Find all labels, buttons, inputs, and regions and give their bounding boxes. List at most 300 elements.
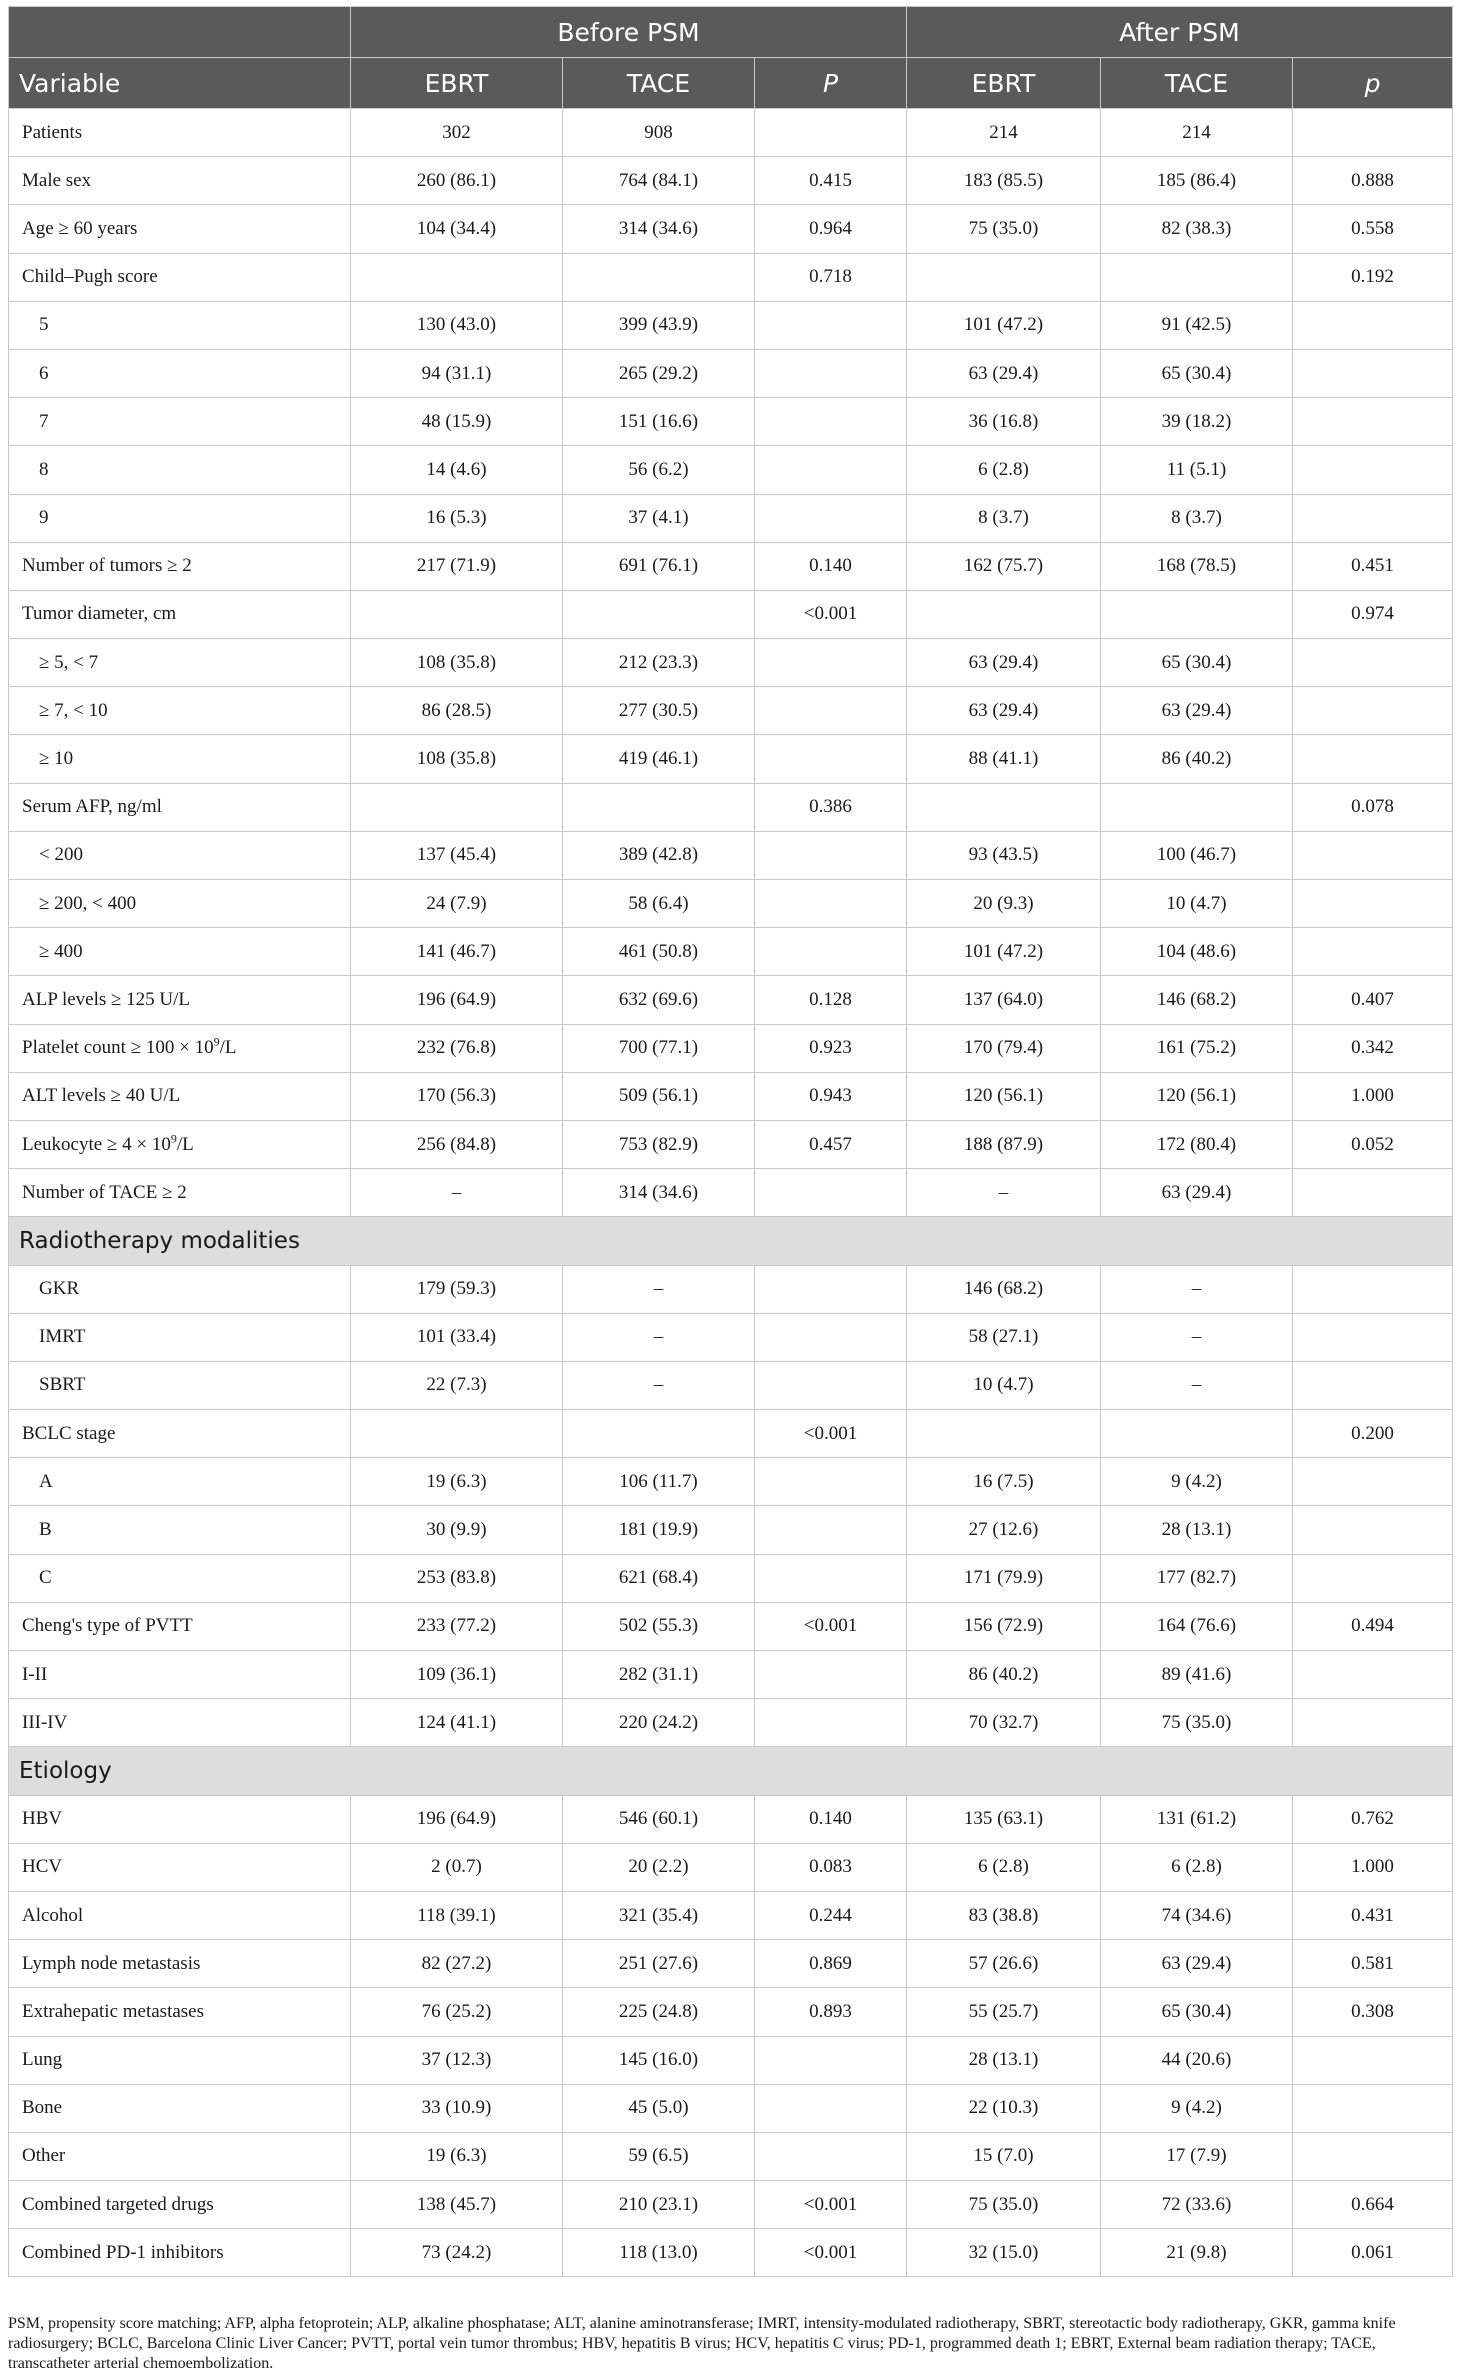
cell-ebrt-before: 302	[351, 109, 563, 157]
cell-ebrt-after: 16 (7.5)	[907, 1458, 1101, 1506]
cell-tace-after: 11 (5.1)	[1101, 446, 1293, 494]
table-row	[9, 928, 1453, 976]
cell-p-before	[755, 1651, 907, 1699]
cell-ebrt-after: 28 (13.1)	[907, 2036, 1101, 2084]
cell-p-before	[755, 349, 907, 397]
cell-ebrt-after: 10 (4.7)	[907, 1361, 1101, 1409]
cell-tace-after: 75 (35.0)	[1101, 1699, 1293, 1747]
cell-ebrt-after: 137 (64.0)	[907, 976, 1101, 1024]
cell-ebrt-before: 108 (35.8)	[351, 735, 563, 783]
cell-ebrt-after: 6 (2.8)	[907, 1843, 1101, 1891]
cell-tace-before: 753 (82.9)	[563, 1120, 755, 1168]
row-label: Bone	[9, 2084, 351, 2132]
section-heading: Etiology	[9, 1747, 1453, 1795]
cell-p-after	[1293, 735, 1453, 783]
cell-ebrt-after: 188 (87.9)	[907, 1120, 1101, 1168]
cell-p-before: <0.001	[755, 1410, 907, 1458]
row-label: Patients	[9, 109, 351, 157]
row-label: Cheng's type of PVTT	[9, 1602, 351, 1650]
cell-ebrt-after: 32 (15.0)	[907, 2229, 1101, 2277]
cell-ebrt-before: 33 (10.9)	[351, 2084, 563, 2132]
cell-p-before	[755, 1554, 907, 1602]
cell-tace-after: 65 (30.4)	[1101, 639, 1293, 687]
cell-p-after	[1293, 349, 1453, 397]
cell-ebrt-before: 24 (7.9)	[351, 880, 563, 928]
cell-ebrt-before: 138 (45.7)	[351, 2181, 563, 2229]
cell-ebrt-before: 48 (15.9)	[351, 398, 563, 446]
cell-p-before	[755, 1265, 907, 1313]
row-label: Serum AFP, ng/ml	[9, 783, 351, 831]
row-label: Number of tumors ≥ 2	[9, 542, 351, 590]
cell-p-after	[1293, 1651, 1453, 1699]
row-label	[9, 1120, 351, 1168]
cell-ebrt-after: 8 (3.7)	[907, 494, 1101, 542]
cell-p-after	[1293, 1458, 1453, 1506]
cell-ebrt-after: 83 (38.8)	[907, 1891, 1101, 1939]
cell-p-after: 0.407	[1293, 976, 1453, 1024]
cell-ebrt-after: 170 (79.4)	[907, 1024, 1101, 1072]
cell-tace-after: 65 (30.4)	[1101, 349, 1293, 397]
row-label: ALT levels ≥ 40 U/L	[9, 1072, 351, 1120]
cell-tace-after: 120 (56.1)	[1101, 1072, 1293, 1120]
cell-tace-after: –	[1101, 1265, 1293, 1313]
cell-p-after	[1293, 1169, 1453, 1217]
cell-tace-before	[563, 253, 755, 301]
row-label: 5	[9, 301, 351, 349]
table-row	[9, 1458, 1453, 1506]
table-row	[9, 639, 1453, 687]
cell-tace-after: 17 (7.9)	[1101, 2132, 1293, 2180]
cell-ebrt-before: 109 (36.1)	[351, 1651, 563, 1699]
cell-p-after	[1293, 687, 1453, 735]
table-row	[9, 2229, 1453, 2277]
cell-ebrt-after: 70 (32.7)	[907, 1699, 1101, 1747]
table-row	[9, 2084, 1453, 2132]
cell-tace-before	[563, 1410, 755, 1458]
cell-ebrt-after: 120 (56.1)	[907, 1072, 1101, 1120]
cell-p-after	[1293, 2084, 1453, 2132]
cell-tace-before: 58 (6.4)	[563, 880, 755, 928]
cell-tace-before: 461 (50.8)	[563, 928, 755, 976]
cell-p-before: <0.001	[755, 1602, 907, 1650]
cell-tace-after: 185 (86.4)	[1101, 157, 1293, 205]
cell-p-after	[1293, 2036, 1453, 2084]
row-label: ≥ 5, < 7	[9, 639, 351, 687]
table-row	[9, 1651, 1453, 1699]
cell-tace-before: 220 (24.2)	[563, 1699, 755, 1747]
row-label: HBV	[9, 1795, 351, 1843]
cell-p-after	[1293, 494, 1453, 542]
row-label: ≥ 7, < 10	[9, 687, 351, 735]
cell-tace-after: 89 (41.6)	[1101, 1651, 1293, 1699]
cell-ebrt-before: 260 (86.1)	[351, 157, 563, 205]
cell-ebrt-after: 135 (63.1)	[907, 1795, 1101, 1843]
cell-ebrt-after: 214	[907, 109, 1101, 157]
cell-tace-after: 146 (68.2)	[1101, 976, 1293, 1024]
cell-p-before: 0.128	[755, 976, 907, 1024]
column-header-p-before: P	[755, 58, 907, 109]
cell-tace-after: 164 (76.6)	[1101, 1602, 1293, 1650]
cell-p-after	[1293, 1265, 1453, 1313]
cell-tace-after: 9 (4.2)	[1101, 2084, 1293, 2132]
cell-p-after	[1293, 928, 1453, 976]
cell-tace-before: 106 (11.7)	[563, 1458, 755, 1506]
cell-p-before: <0.001	[755, 590, 907, 638]
cell-ebrt-after: 88 (41.1)	[907, 735, 1101, 783]
table-row	[9, 1506, 1453, 1554]
header-group-row	[9, 7, 1453, 58]
row-label: 8	[9, 446, 351, 494]
cell-p-before	[755, 831, 907, 879]
cell-tace-after	[1101, 590, 1293, 638]
row-label: IMRT	[9, 1313, 351, 1361]
cell-p-before: 0.893	[755, 1988, 907, 2036]
cell-p-before	[755, 1361, 907, 1409]
row-label-suffix: /L	[176, 1133, 194, 1155]
cell-ebrt-after: 162 (75.7)	[907, 542, 1101, 590]
cell-tace-before: 59 (6.5)	[563, 2132, 755, 2180]
cell-p-after: 0.061	[1293, 2229, 1453, 2277]
cell-p-after	[1293, 1554, 1453, 1602]
cell-tace-before: –	[563, 1361, 755, 1409]
cell-ebrt-after: 36 (16.8)	[907, 398, 1101, 446]
cell-ebrt-after: 15 (7.0)	[907, 2132, 1101, 2180]
row-label: BCLC stage	[9, 1410, 351, 1458]
cell-ebrt-after: 93 (43.5)	[907, 831, 1101, 879]
cell-tace-after: 9 (4.2)	[1101, 1458, 1293, 1506]
cell-p-before	[755, 494, 907, 542]
table-row	[9, 205, 1453, 253]
cell-p-before: 0.964	[755, 205, 907, 253]
cell-tace-after: 10 (4.7)	[1101, 880, 1293, 928]
table-row	[9, 831, 1453, 879]
cell-p-after	[1293, 639, 1453, 687]
cell-p-after: 0.431	[1293, 1891, 1453, 1939]
cell-p-after: 0.342	[1293, 1024, 1453, 1072]
cell-tace-before: 45 (5.0)	[563, 2084, 755, 2132]
cell-ebrt-before	[351, 1410, 563, 1458]
row-label: 9	[9, 494, 351, 542]
cell-p-after: 0.494	[1293, 1602, 1453, 1650]
cell-ebrt-before: 256 (84.8)	[351, 1120, 563, 1168]
cell-p-after: 0.052	[1293, 1120, 1453, 1168]
cell-tace-after: 177 (82.7)	[1101, 1554, 1293, 1602]
cell-p-before	[755, 398, 907, 446]
cell-tace-before: 700 (77.1)	[563, 1024, 755, 1072]
cell-p-after: 0.078	[1293, 783, 1453, 831]
header-before-psm: Before PSM	[351, 7, 907, 58]
cell-ebrt-after: 183 (85.5)	[907, 157, 1101, 205]
cell-ebrt-before: 130 (43.0)	[351, 301, 563, 349]
cell-tace-before: 691 (76.1)	[563, 542, 755, 590]
cell-tace-after: 65 (30.4)	[1101, 1988, 1293, 2036]
cell-p-before: <0.001	[755, 2181, 907, 2229]
cell-tace-before: 210 (23.1)	[563, 2181, 755, 2229]
cell-p-before: <0.001	[755, 2229, 907, 2277]
cell-ebrt-after: 58 (27.1)	[907, 1313, 1101, 1361]
cell-p-before	[755, 109, 907, 157]
cell-ebrt-after: 57 (26.6)	[907, 1940, 1101, 1988]
cell-tace-after: 63 (29.4)	[1101, 687, 1293, 735]
cell-tace-after: 214	[1101, 109, 1293, 157]
row-label: ≥ 10	[9, 735, 351, 783]
cell-tace-after: 44 (20.6)	[1101, 2036, 1293, 2084]
cell-tace-after: 172 (80.4)	[1101, 1120, 1293, 1168]
table-row	[9, 1265, 1453, 1313]
cell-ebrt-after: 6 (2.8)	[907, 446, 1101, 494]
cell-tace-after: 131 (61.2)	[1101, 1795, 1293, 1843]
cell-tace-after: 8 (3.7)	[1101, 494, 1293, 542]
cell-ebrt-before	[351, 590, 563, 638]
row-label: 7	[9, 398, 351, 446]
cell-ebrt-before: 94 (31.1)	[351, 349, 563, 397]
row-label: Extrahepatic metastases	[9, 1988, 351, 2036]
table-row	[9, 1072, 1453, 1120]
cell-tace-before: 314 (34.6)	[563, 205, 755, 253]
cell-tace-before	[563, 783, 755, 831]
cell-p-before: 0.140	[755, 1795, 907, 1843]
cell-ebrt-after: 55 (25.7)	[907, 1988, 1101, 2036]
cell-p-before: 0.244	[755, 1891, 907, 1939]
table-row	[9, 2181, 1453, 2229]
column-header-p-after: p	[1293, 58, 1453, 109]
cell-ebrt-before: –	[351, 1169, 563, 1217]
cell-tace-after: –	[1101, 1313, 1293, 1361]
cell-ebrt-after: 171 (79.9)	[907, 1554, 1101, 1602]
cell-tace-after: 39 (18.2)	[1101, 398, 1293, 446]
cell-tace-before: 419 (46.1)	[563, 735, 755, 783]
row-label: Alcohol	[9, 1891, 351, 1939]
cell-p-after	[1293, 446, 1453, 494]
cell-ebrt-before: 19 (6.3)	[351, 2132, 563, 2180]
cell-p-before: 0.943	[755, 1072, 907, 1120]
table-row	[9, 976, 1453, 1024]
row-label-superscript: 9	[170, 1131, 177, 1146]
cell-ebrt-before: 118 (39.1)	[351, 1891, 563, 1939]
column-header-variable: Variable	[9, 58, 351, 109]
cell-ebrt-before: 179 (59.3)	[351, 1265, 563, 1313]
row-label: Child–Pugh score	[9, 253, 351, 301]
cell-ebrt-after: 86 (40.2)	[907, 1651, 1101, 1699]
cell-ebrt-before: 104 (34.4)	[351, 205, 563, 253]
cell-p-after	[1293, 1313, 1453, 1361]
cell-ebrt-after: 156 (72.9)	[907, 1602, 1101, 1650]
cell-ebrt-before: 16 (5.3)	[351, 494, 563, 542]
table-row	[9, 1554, 1453, 1602]
cell-p-before	[755, 446, 907, 494]
cell-p-after: 0.308	[1293, 1988, 1453, 2036]
cell-tace-after: 82 (38.3)	[1101, 205, 1293, 253]
cell-tace-after: 104 (48.6)	[1101, 928, 1293, 976]
cell-p-before: 0.386	[755, 783, 907, 831]
cell-p-after	[1293, 398, 1453, 446]
cell-p-before: 0.083	[755, 1843, 907, 1891]
cell-tace-after	[1101, 783, 1293, 831]
row-label: Lung	[9, 2036, 351, 2084]
cell-ebrt-after	[907, 590, 1101, 638]
row-label-superscript: 9	[213, 1034, 220, 1049]
cell-p-after: 0.664	[1293, 2181, 1453, 2229]
cell-tace-after: 21 (9.8)	[1101, 2229, 1293, 2277]
column-header-tace-before: TACE	[563, 58, 755, 109]
cell-p-after	[1293, 109, 1453, 157]
table-row	[9, 109, 1453, 157]
cell-p-before	[755, 880, 907, 928]
cell-ebrt-after: 63 (29.4)	[907, 639, 1101, 687]
header-after-psm: After PSM	[907, 7, 1453, 58]
cell-ebrt-before: 232 (76.8)	[351, 1024, 563, 1072]
cell-p-after: 0.451	[1293, 542, 1453, 590]
table-row	[9, 1410, 1453, 1458]
cell-tace-after: 168 (78.5)	[1101, 542, 1293, 590]
cell-ebrt-after: 101 (47.2)	[907, 301, 1101, 349]
row-label: Combined PD-1 inhibitors	[9, 2229, 351, 2277]
row-label: 6	[9, 349, 351, 397]
cell-p-after: 1.000	[1293, 1072, 1453, 1120]
cell-ebrt-after	[907, 253, 1101, 301]
row-label: ≥ 200, < 400	[9, 880, 351, 928]
cell-tace-before: 277 (30.5)	[563, 687, 755, 735]
cell-p-before	[755, 2084, 907, 2132]
table-body	[9, 109, 1453, 2277]
cell-tace-before: 546 (60.1)	[563, 1795, 755, 1843]
table-row	[9, 1988, 1453, 2036]
table-row	[9, 1602, 1453, 1650]
cell-p-before: 0.140	[755, 542, 907, 590]
cell-tace-before: 145 (16.0)	[563, 2036, 755, 2084]
table-row	[9, 542, 1453, 590]
cell-tace-before: 181 (19.9)	[563, 1506, 755, 1554]
cell-ebrt-before: 101 (33.4)	[351, 1313, 563, 1361]
row-label: Male sex	[9, 157, 351, 205]
table-row	[9, 880, 1453, 928]
cell-p-after: 1.000	[1293, 1843, 1453, 1891]
row-label: < 200	[9, 831, 351, 879]
cell-ebrt-after: 20 (9.3)	[907, 880, 1101, 928]
table-row	[9, 1940, 1453, 1988]
cell-ebrt-before: 137 (45.4)	[351, 831, 563, 879]
cell-tace-before: 764 (84.1)	[563, 157, 755, 205]
cell-p-before	[755, 735, 907, 783]
cell-ebrt-after: –	[907, 1169, 1101, 1217]
table-row	[9, 157, 1453, 205]
cell-p-after	[1293, 1699, 1453, 1747]
cell-p-before	[755, 301, 907, 349]
cell-ebrt-before: 108 (35.8)	[351, 639, 563, 687]
cell-p-after: 0.192	[1293, 253, 1453, 301]
cell-p-after	[1293, 1361, 1453, 1409]
cell-p-before	[755, 1313, 907, 1361]
row-label-text: Platelet count ≥ 100 × 10	[22, 1037, 214, 1059]
column-header-ebrt-after: EBRT	[907, 58, 1101, 109]
cell-ebrt-before: 233 (77.2)	[351, 1602, 563, 1650]
cell-ebrt-before: 37 (12.3)	[351, 2036, 563, 2084]
cell-ebrt-before: 170 (56.3)	[351, 1072, 563, 1120]
cell-p-before	[755, 687, 907, 735]
table-row	[9, 590, 1453, 638]
row-label: HCV	[9, 1843, 351, 1891]
cell-p-before: 0.457	[755, 1120, 907, 1168]
cell-ebrt-before: 76 (25.2)	[351, 1988, 563, 2036]
header-column-row	[9, 58, 1453, 109]
cell-tace-before: 56 (6.2)	[563, 446, 755, 494]
row-label-text: Leukocyte ≥ 4 × 10	[22, 1133, 171, 1155]
cell-tace-before: 118 (13.0)	[563, 2229, 755, 2277]
cell-ebrt-before: 2 (0.7)	[351, 1843, 563, 1891]
section-row	[9, 1217, 1453, 1265]
row-label: Other	[9, 2132, 351, 2180]
table-row	[9, 1361, 1453, 1409]
header-empty-cell	[9, 7, 351, 58]
cell-ebrt-before: 82 (27.2)	[351, 1940, 563, 1988]
cell-tace-before: 265 (29.2)	[563, 349, 755, 397]
cell-ebrt-before	[351, 253, 563, 301]
cell-tace-before: 502 (55.3)	[563, 1602, 755, 1650]
table-row	[9, 253, 1453, 301]
cell-tace-before: 509 (56.1)	[563, 1072, 755, 1120]
cell-ebrt-before: 124 (41.1)	[351, 1699, 563, 1747]
row-label	[9, 1024, 351, 1072]
cell-tace-before: 314 (34.6)	[563, 1169, 755, 1217]
cell-ebrt-after: 75 (35.0)	[907, 2181, 1101, 2229]
cell-tace-before: 37 (4.1)	[563, 494, 755, 542]
cell-ebrt-after: 146 (68.2)	[907, 1265, 1101, 1313]
cell-ebrt-after: 75 (35.0)	[907, 205, 1101, 253]
cell-p-after: 0.200	[1293, 1410, 1453, 1458]
table-row	[9, 1313, 1453, 1361]
cell-p-before: 0.923	[755, 1024, 907, 1072]
cell-p-before	[755, 1699, 907, 1747]
table-row	[9, 1795, 1453, 1843]
table-row	[9, 1843, 1453, 1891]
cell-ebrt-before: 86 (28.5)	[351, 687, 563, 735]
cell-tace-after: 63 (29.4)	[1101, 1940, 1293, 1988]
cell-tace-after: 6 (2.8)	[1101, 1843, 1293, 1891]
row-label: Tumor diameter, cm	[9, 590, 351, 638]
section-heading: Radiotherapy modalities	[9, 1217, 1453, 1265]
cell-ebrt-before: 22 (7.3)	[351, 1361, 563, 1409]
cell-tace-before: 621 (68.4)	[563, 1554, 755, 1602]
row-label: ALP levels ≥ 125 U/L	[9, 976, 351, 1024]
cell-p-after	[1293, 301, 1453, 349]
cell-tace-before: 251 (27.6)	[563, 1940, 755, 1988]
cell-tace-before: 389 (42.8)	[563, 831, 755, 879]
cell-ebrt-before: 253 (83.8)	[351, 1554, 563, 1602]
cell-ebrt-after: 63 (29.4)	[907, 687, 1101, 735]
cell-ebrt-before: 19 (6.3)	[351, 1458, 563, 1506]
row-label: III-IV	[9, 1699, 351, 1747]
baseline-characteristics-table	[8, 6, 1453, 2277]
cell-tace-before: 632 (69.6)	[563, 976, 755, 1024]
column-header-ebrt-before: EBRT	[351, 58, 563, 109]
table-row	[9, 349, 1453, 397]
cell-p-before	[755, 639, 907, 687]
cell-tace-after: 74 (34.6)	[1101, 1891, 1293, 1939]
cell-ebrt-after: 27 (12.6)	[907, 1506, 1101, 1554]
cell-tace-before: –	[563, 1265, 755, 1313]
cell-tace-before: 399 (43.9)	[563, 301, 755, 349]
table-row	[9, 1169, 1453, 1217]
cell-tace-after: –	[1101, 1361, 1293, 1409]
cell-p-after	[1293, 2132, 1453, 2180]
cell-ebrt-after	[907, 783, 1101, 831]
cell-p-before	[755, 1169, 907, 1217]
row-label: Lymph node metastasis	[9, 1940, 351, 1988]
table-row	[9, 1024, 1453, 1072]
cell-tace-after: 72 (33.6)	[1101, 2181, 1293, 2229]
cell-p-before: 0.718	[755, 253, 907, 301]
cell-tace-before: 321 (35.4)	[563, 1891, 755, 1939]
